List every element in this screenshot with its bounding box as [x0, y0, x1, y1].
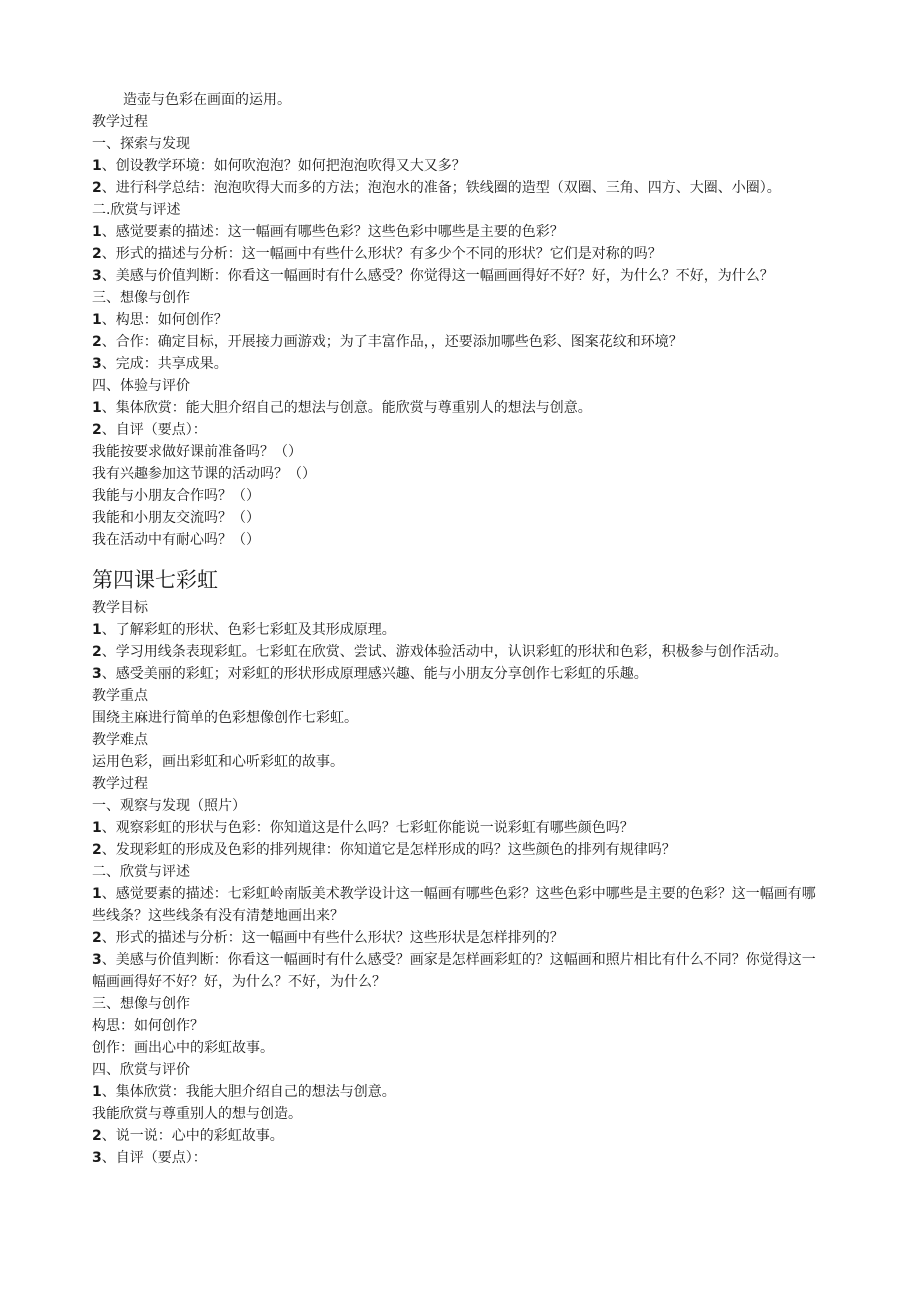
item-text: 、创设教学环境：如何吹泡泡？如何把泡泡吹得又大又多？: [101, 158, 466, 174]
item-number: 2: [92, 422, 102, 438]
text-line: 我有兴趣参加这节课的活动吗？（）: [92, 466, 316, 482]
list-item: [92, 1125, 827, 1147]
list-item: [92, 1081, 827, 1103]
item-number: 2: [92, 1128, 102, 1144]
list-item: [92, 331, 827, 353]
lesson-title: 第四课七彩虹: [92, 568, 218, 592]
text-line: 我能和小朋友交流吗？（）: [92, 510, 260, 526]
item-number: 2: [92, 180, 102, 196]
section-heading: 一、探索与发现: [92, 136, 190, 152]
list-item: [92, 619, 827, 641]
section-heading: 教学难点: [92, 732, 148, 748]
text-line: 构思：如何创作？: [92, 1018, 204, 1034]
item-number: 3: [92, 356, 102, 372]
list-item: [92, 221, 827, 243]
section-heading: 三、想像与创作: [92, 996, 190, 1012]
section-heading: 四、欣赏与评价: [92, 1062, 190, 1078]
item-number: 1: [92, 622, 102, 638]
text-line: 我能与小朋友合作吗？（）: [92, 488, 260, 504]
item-text: 、美感与价值判断：你看这一幅画时有什么感受？画家是怎样画彩虹的？这幅画和照片相比有什么不同？你觉得这一幅画画得好不好？好，为什么？不好，为什么？: [92, 952, 816, 990]
item-text: 、观察彩虹的形状与色彩：你知道这是什么吗？七彩虹你能说一说彩虹有哪些颜色吗？: [101, 820, 634, 836]
item-text: 、了解彩虹的形状、色彩七彩虹及其形成原理。: [101, 622, 396, 638]
item-number: 2: [92, 644, 102, 660]
item-number: 2: [92, 246, 102, 262]
item-text: 、发现彩虹的形成及色彩的排列规律：你知道它是怎样形成的吗？这些颜色的排列有规律吗？: [101, 842, 676, 858]
list-item: [92, 883, 827, 927]
item-text: 、美感与价值判断：你看这一幅画时有什么感受？你觉得这一幅画画得好不好？好，为什么？不好，为什么？: [101, 268, 774, 284]
item-number: 3: [92, 666, 102, 682]
item-number: 1: [92, 820, 102, 836]
item-number: 1: [92, 312, 102, 328]
text-line: 围绕主麻进行简单的色彩想像创作七彩虹。: [92, 710, 358, 726]
section-heading: 教学重点: [92, 688, 148, 704]
item-number: 3: [92, 268, 102, 284]
item-number: 2: [92, 930, 102, 946]
item-text: 、完成：共享成果。: [101, 356, 228, 372]
list-item: [92, 663, 827, 685]
item-text: 、感觉要素的描述：这一幅画有哪些色彩？这些色彩中哪些是主要的色彩？: [101, 224, 564, 240]
item-text: 、自评（要点）：: [101, 422, 207, 438]
list-item: [92, 817, 827, 839]
item-text: 、感觉要素的描述：七彩虹岭南版美术教学设计这一幅画有哪些色彩？这些色彩中哪些是主要的色彩？这一幅画有哪些线条？这些线条有没有清楚地画出来？: [92, 886, 816, 924]
section-heading: 教学过程: [92, 776, 148, 792]
item-text: 、自评（要点）：: [101, 1150, 207, 1166]
item-text: 、学习用线条表现彩虹。七彩虹在欣赏、尝试、游戏体验活动中，认识彩虹的形状和色彩，积极参与创作活动。: [101, 644, 788, 660]
item-text: 、进行科学总结：泡泡吹得大而多的方法；泡泡水的准备；铁线圈的造型（双圈、三角、四方、大圈、小圈）。: [101, 180, 781, 196]
text-line: 创作：画出心中的彩虹故事。: [92, 1040, 274, 1056]
text-line: 我能按要求做好课前准备吗？（）: [92, 444, 302, 460]
item-number: 3: [92, 1150, 102, 1166]
item-text: 、合作：确定目标，开展接力画游戏；为了丰富作品，，还要添加哪些色彩、图案花纹和环境？: [101, 334, 683, 350]
list-item: [92, 397, 827, 419]
section-heading: 教学过程: [92, 114, 148, 130]
text-line: 我在活动中有耐心吗？（）: [92, 532, 260, 548]
list-item: [92, 839, 827, 861]
list-item: [92, 243, 827, 265]
item-text: 、构思：如何创作？: [101, 312, 228, 328]
item-text: 、说一说：心中的彩虹故事。: [101, 1128, 284, 1144]
item-number: 1: [92, 158, 102, 174]
item-number: 1: [92, 886, 102, 902]
item-text: 、形式的描述与分析：这一幅画中有些什么形状？这些形状是怎样排列的？: [101, 930, 564, 946]
list-item: [92, 155, 827, 177]
list-item: [92, 1147, 827, 1169]
item-text: 、形式的描述与分析：这一幅画中有些什么形状？有多少个不同的形状？它们是对称的吗？: [101, 246, 662, 262]
section-heading: 三、想像与创作: [92, 290, 190, 306]
item-number: 1: [92, 224, 102, 240]
item-text: 、集体欣赏：能大胆介绍自己的想法与创意。能欣赏与尊重别人的想法与创意。: [101, 400, 592, 416]
item-text: 、集体欣赏：我能大胆介绍自己的想法与创意。: [101, 1084, 396, 1100]
list-item: [92, 177, 827, 199]
item-text: 、感受美丽的彩虹；对彩虹的形状形成原理感兴趣、能与小朋友分享创作七彩虹的乐趣。: [101, 666, 648, 682]
item-number: 1: [92, 400, 102, 416]
list-item: [92, 353, 827, 375]
item-number: 2: [92, 842, 102, 858]
list-item: [92, 949, 827, 993]
section-heading: 二、欣赏与评述: [92, 864, 190, 880]
section-heading: 四、体验与评价: [92, 378, 190, 394]
item-number: 2: [92, 334, 102, 350]
section-heading: 一、观察与发现（照片）: [92, 798, 246, 814]
item-number: 3: [92, 952, 102, 968]
list-item: [92, 927, 827, 949]
item-number: 1: [92, 1084, 102, 1100]
list-item: [92, 419, 827, 441]
list-item: [92, 309, 827, 331]
list-item: [92, 641, 827, 663]
list-item: [92, 265, 827, 287]
text-line: 造壶与色彩在画面的运用。: [123, 92, 291, 108]
section-heading: 二.欣赏与评述: [92, 202, 181, 218]
text-line: 我能欣赏与尊重别人的想与创造。: [92, 1106, 302, 1122]
document-body: [92, 89, 827, 1169]
section-heading: 教学目标: [92, 600, 148, 616]
text-line: 运用色彩，画出彩虹和心听彩虹的故事。: [92, 754, 344, 770]
